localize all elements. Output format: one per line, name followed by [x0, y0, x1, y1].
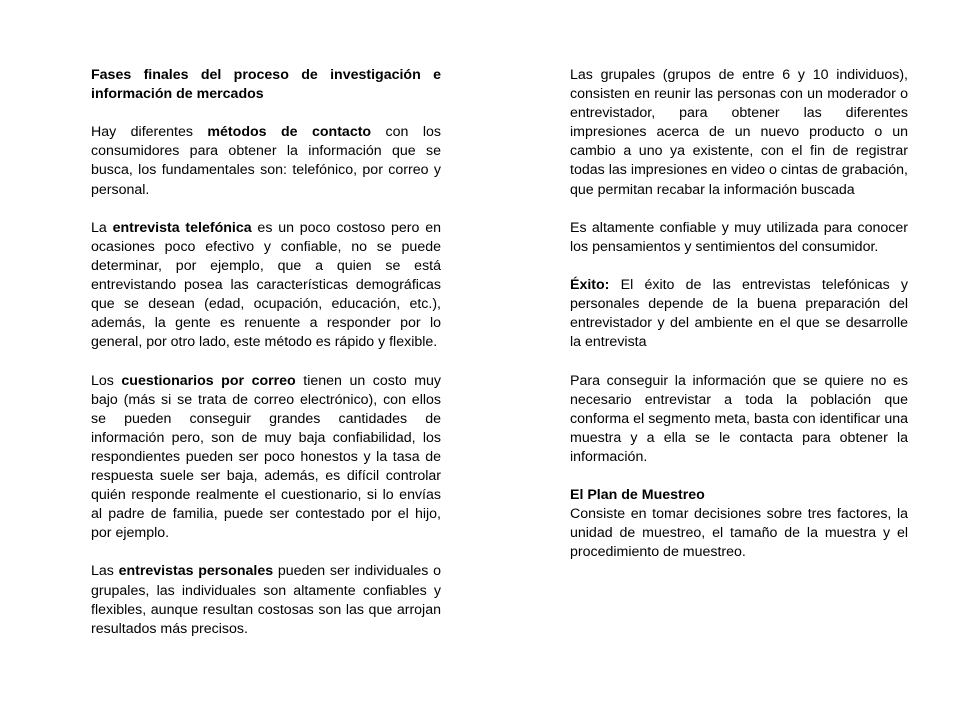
paragraph-sampling-plan — [570, 486, 908, 562]
text-run: pueden ser individuales o grupales, las individuales son altamente confiables y flexibles, aunque resultan costosas son las que arrojan resultados más precisos. — [91, 563, 441, 637]
paragraph-reliability: Es altamente confiable y muy utilizada para conocer los pensamientos y sentimientos del consumidor. — [570, 219, 908, 255]
text-run: tienen un costo muy bajo (más si se trata de correo electrónico), con ellos se pueden conseguir grandes cantidades de información pero, son de muy baja confiabilidad, los respondientes pueden ser poco honestos y la tasa de respuesta suele ser baja, además, es difícil controlar quién responde realmente el cuestionario, si lo envías al padre de familia, puede ser contestado por el hijo, por ejemplo. — [91, 372, 441, 542]
paragraph-group-interview: Las grupales (grupos de entre 6 y 10 individuos), consisten en reunir las personas con un moderador o entrevistador, para obtener las diferentes impresiones acerca de un nuevo producto o un cambio a uno ya existente, con el fin de registrar todas las impresiones en video o cintas de grabación, que permitan recabar la información buscada — [570, 67, 908, 198]
text-run: Las — [91, 563, 119, 580]
bold-term: Éxito: — [570, 277, 610, 294]
bold-term: métodos de contacto — [207, 124, 372, 141]
bold-term: entrevista telefónica — [112, 219, 252, 236]
text-run: La — [91, 219, 113, 236]
text-run: El éxito de las entrevistas telefónicas y personales depende de la buena preparación del entrevistador y del ambiente en el que se desarrolle la entrevista — [570, 277, 908, 351]
text-run: Hay diferentes — [91, 124, 208, 141]
bold-term: entrevistas personales — [118, 563, 274, 580]
document-title: Fases finales del proceso de investigación e información de mercados — [91, 67, 441, 103]
text-run: Consiste en tomar decisiones sobre tres factores, la unidad de muestreo, el tamaño de la muestra y el procedimiento de muestreo. — [570, 506, 908, 561]
text-run: es un poco costoso pero en ocasiones poco efectivo y confiable, no se puede determinar, por ejemplo, que a quien se está entrevistando posea las características demográficas que se desean (edad, ocupación, educación, etc.), además, la gente es renuente a responder por lo general, por otro lado, este método es rápido y flexible. — [91, 219, 441, 351]
bold-term: cuestionarios por correo — [121, 372, 296, 389]
paragraph-mail-questionnaire — [91, 372, 441, 544]
text-run: con los consumidores para obtener la información que se busca, los fundamentales son: telefónico, por correo y personal. — [91, 124, 441, 198]
left-column — [91, 66, 441, 658]
section-heading: El Plan de Muestreo — [570, 487, 705, 504]
paragraph-personal-interview — [91, 562, 441, 638]
paragraph-phone-interview — [91, 219, 441, 353]
paragraph-success — [570, 276, 908, 352]
text-run: Los — [91, 372, 122, 389]
paragraph-contact-methods — [91, 123, 441, 199]
paragraph-sample: Para conseguir la información que se quiere no es necesario entrevistar a toda la población que conforma el segmento meta, basta con identificar una muestra y a ella se le contacta para obtener la información. — [570, 372, 908, 465]
right-column — [570, 66, 908, 582]
